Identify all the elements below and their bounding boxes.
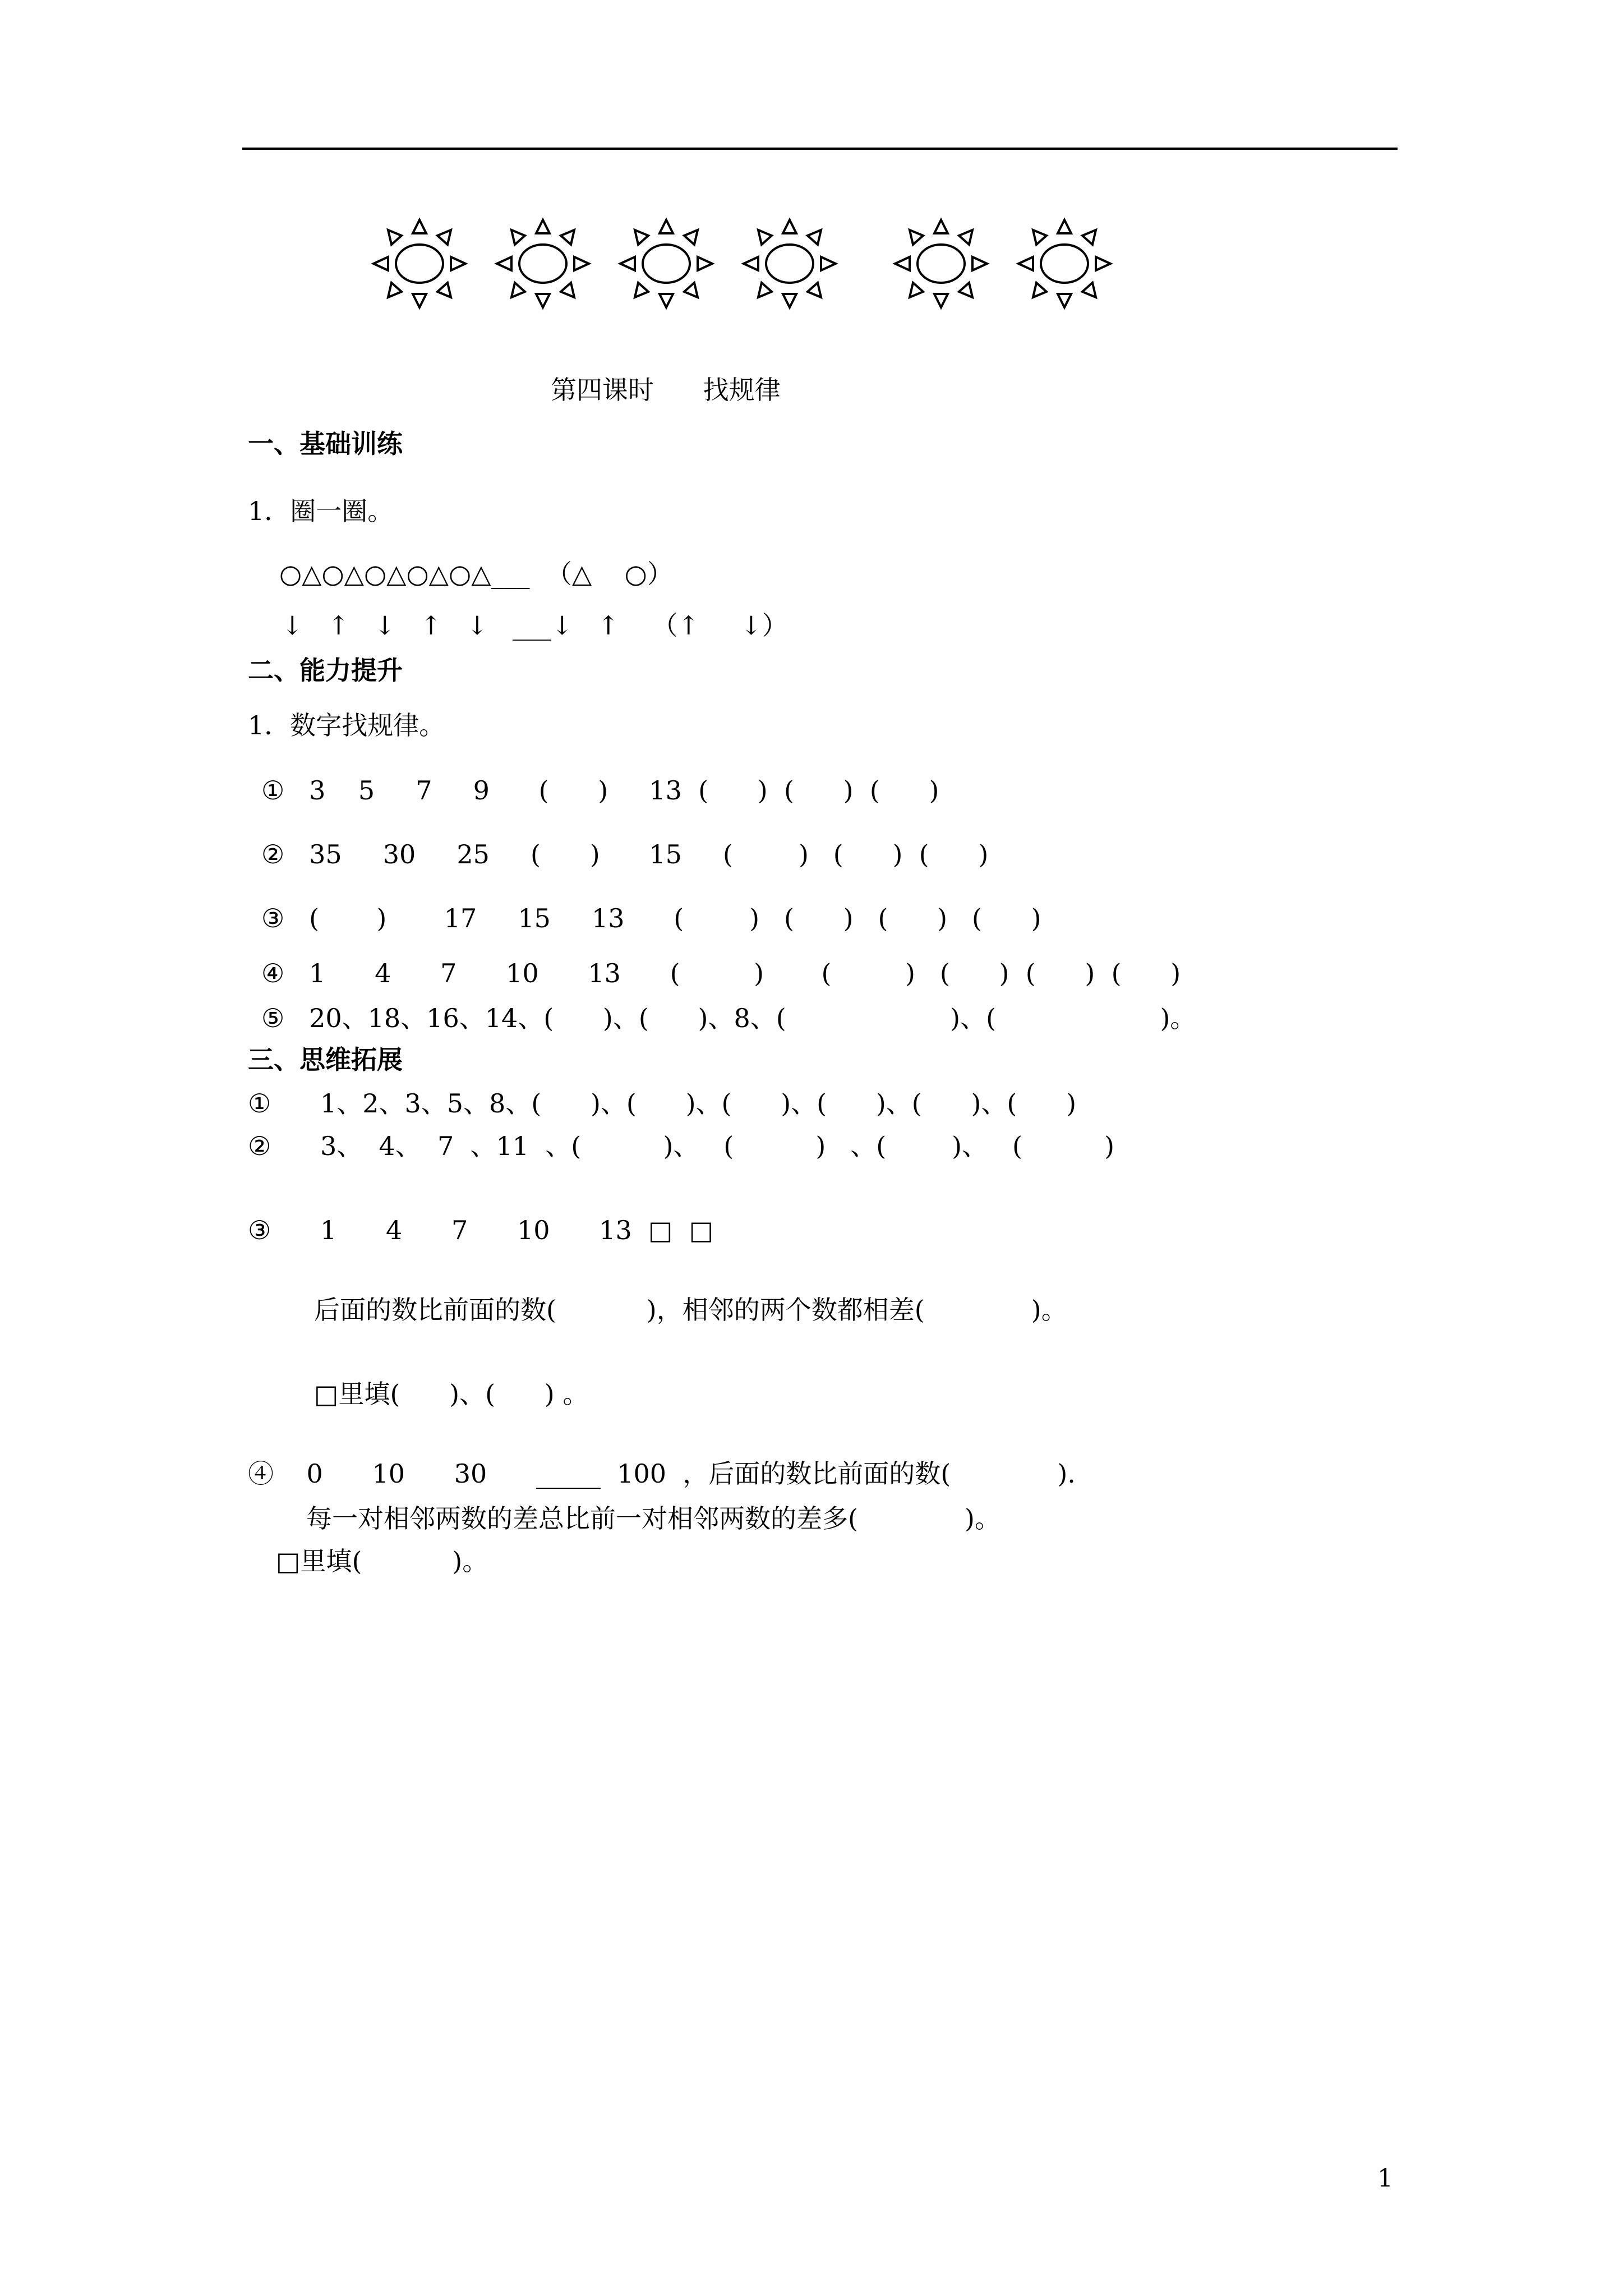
thinking-q3-line2: □里填( )、( ) 。: [314, 1379, 589, 1409]
question-label: 1．圈一圈。: [248, 496, 394, 526]
number-pattern-item: ① 3 5 7 9 ( ) 13 ( ) ( ) ( ): [261, 775, 939, 806]
thinking-item: ② 3、 4、 7 、11 、( )、 ( ) 、( )、 ( ): [248, 1131, 1115, 1161]
section-heading-ability: 二、能力提升: [248, 655, 403, 685]
thinking-q4-line2: 每一对相邻两数的差总比前一对相邻两数的差多( )。: [306, 1503, 1000, 1534]
sun-icon: [616, 213, 717, 314]
header-rule: [242, 148, 1398, 150]
section-heading-basic: 一、基础训练: [248, 429, 403, 459]
thinking-item: ① 1、2、3、5、8、( )、( )、( )、( )、( )、( ): [248, 1088, 1077, 1119]
page-number: 1: [1377, 2164, 1393, 2193]
thinking-q3-line1: 后面的数比前面的数( )，相邻的两个数都相差( )。: [314, 1295, 1067, 1325]
sun-icon: [492, 213, 593, 314]
thinking-q4-line3: □里填( )。: [276, 1546, 488, 1576]
shapes-pattern-row: ○△○△○△○△○△___ （△ ○）: [279, 559, 673, 589]
sun-icon: [739, 213, 840, 314]
sun-icon: [1014, 213, 1115, 314]
page-title: 第四课时 找规律: [551, 375, 781, 405]
question-label: 1．数字找规律。: [248, 710, 445, 740]
section-heading-thinking: 三、思维拓展: [248, 1045, 403, 1075]
arrows-pattern-row: ↓ ↑ ↓ ↑ ↓ ___↓ ↑ （↑ ↓）: [282, 610, 788, 641]
thinking-q4-line1: ④ 0 10 30 _____ 100 ，后面的数比前面的数( ).: [248, 1458, 1076, 1489]
number-pattern-item: ④ 1 4 7 10 13 ( ) ( ) ( ) ( ) ( ): [261, 958, 1181, 988]
number-pattern-item: ⑤ 20、18、16、14、( )、( )、8、( )、( )。: [261, 1003, 1196, 1033]
sun-icon: [369, 213, 470, 314]
number-pattern-item: ③ ( ) 17 15 13 ( ) ( ) ( ) ( ): [261, 903, 1041, 933]
sun-icon: [891, 213, 992, 314]
thinking-item: ③ 1 4 7 10 13 □ □: [248, 1215, 714, 1245]
number-pattern-item: ② 35 30 25 ( ) 15 ( ) ( ) ( ): [261, 839, 989, 869]
